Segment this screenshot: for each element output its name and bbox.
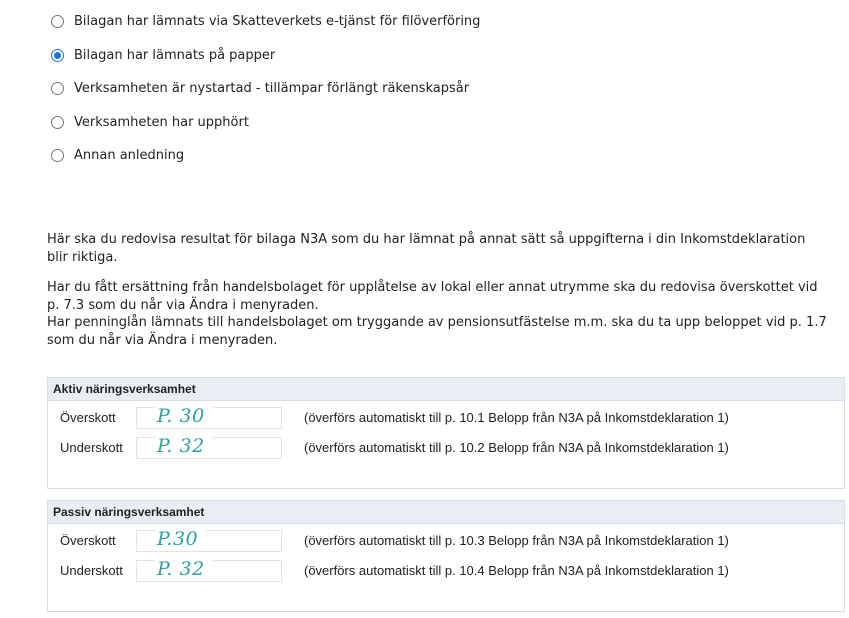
deficit-input[interactable] bbox=[136, 437, 282, 459]
row-note: (överförs automatiskt till p. 10.1 Belopp från N3A på Inkomstdeklaration 1) bbox=[304, 410, 729, 425]
handwritten-annotation: P.30 bbox=[155, 528, 206, 550]
handwritten-annotation: P. 32 bbox=[155, 558, 213, 580]
panel-title: Passiv näringsverksamhet bbox=[48, 501, 844, 524]
radio-button[interactable] bbox=[51, 15, 64, 28]
row-label: Överskott bbox=[60, 533, 116, 548]
info-paragraph-1: Här ska du redovisa resultat för bilaga N3A som du har lämnat på annat sätt så uppgifterna i din Inkomstdeklaration blir riktiga. bbox=[47, 232, 806, 265]
row-note: (överförs automatiskt till p. 10.3 Belopp från N3A på Inkomstdeklaration 1) bbox=[304, 533, 729, 548]
radio-label: Annan anledning bbox=[74, 148, 185, 163]
radio-option-e-service[interactable] bbox=[51, 14, 480, 48]
info-paragraph-2-line-1: Har du fått ersättning från handelsbolaget för upplåtelse av lokal eller annat utrymme ska du redovisa överskottet vid p. 7.3 som du når via Ändra i menyraden. bbox=[47, 280, 818, 313]
info-paragraph-2-line-2: Har penninglån lämnats till handelsbolaget om tryggande av pensionsutfästelse m.m. ska du ta upp beloppet vid p. 1.7 som du når via Ändra i menyraden. bbox=[47, 315, 827, 348]
surplus-input[interactable] bbox=[136, 530, 282, 552]
row-surplus bbox=[48, 404, 844, 432]
reason-radio-group bbox=[51, 14, 480, 182]
info-paragraph-2 bbox=[47, 279, 827, 349]
radio-button[interactable] bbox=[51, 82, 64, 95]
row-deficit bbox=[48, 557, 844, 585]
radio-label: Bilagan har lämnats på papper bbox=[74, 47, 276, 63]
radio-button-selected[interactable] bbox=[51, 49, 64, 62]
radio-button[interactable] bbox=[51, 116, 64, 129]
row-note: (överförs automatiskt till p. 10.2 Belopp från N3A på Inkomstdeklaration 1) bbox=[304, 440, 729, 455]
panel-passive-business bbox=[47, 500, 845, 612]
radio-label: Verksamheten har upphört bbox=[74, 114, 249, 130]
handwritten-annotation: P. 30 bbox=[155, 405, 213, 427]
panel-active-business bbox=[47, 377, 845, 489]
radio-option-ceased[interactable] bbox=[51, 115, 480, 149]
radio-label: Verksamheten är nystartad - tillämpar förlängt räkenskapsår bbox=[74, 81, 470, 96]
row-deficit bbox=[48, 434, 844, 462]
deficit-input[interactable] bbox=[136, 560, 282, 582]
row-label: Underskott bbox=[60, 440, 123, 455]
row-label: Underskott bbox=[60, 563, 123, 578]
surplus-input[interactable] bbox=[136, 407, 282, 429]
handwritten-annotation: P. 32 bbox=[155, 435, 213, 457]
radio-option-new-business[interactable] bbox=[51, 81, 480, 115]
row-label: Överskott bbox=[60, 410, 116, 425]
radio-option-other[interactable] bbox=[51, 148, 480, 182]
panel-title: Aktiv näringsverksamhet bbox=[48, 378, 844, 401]
radio-option-paper[interactable] bbox=[51, 48, 480, 82]
radio-button[interactable] bbox=[51, 149, 64, 162]
radio-label: Bilagan har lämnats via Skatteverkets e-tjänst för filöverföring bbox=[74, 14, 481, 29]
row-note: (överförs automatiskt till p. 10.4 Belopp från N3A på Inkomstdeklaration 1) bbox=[304, 563, 729, 578]
row-surplus bbox=[48, 527, 844, 555]
